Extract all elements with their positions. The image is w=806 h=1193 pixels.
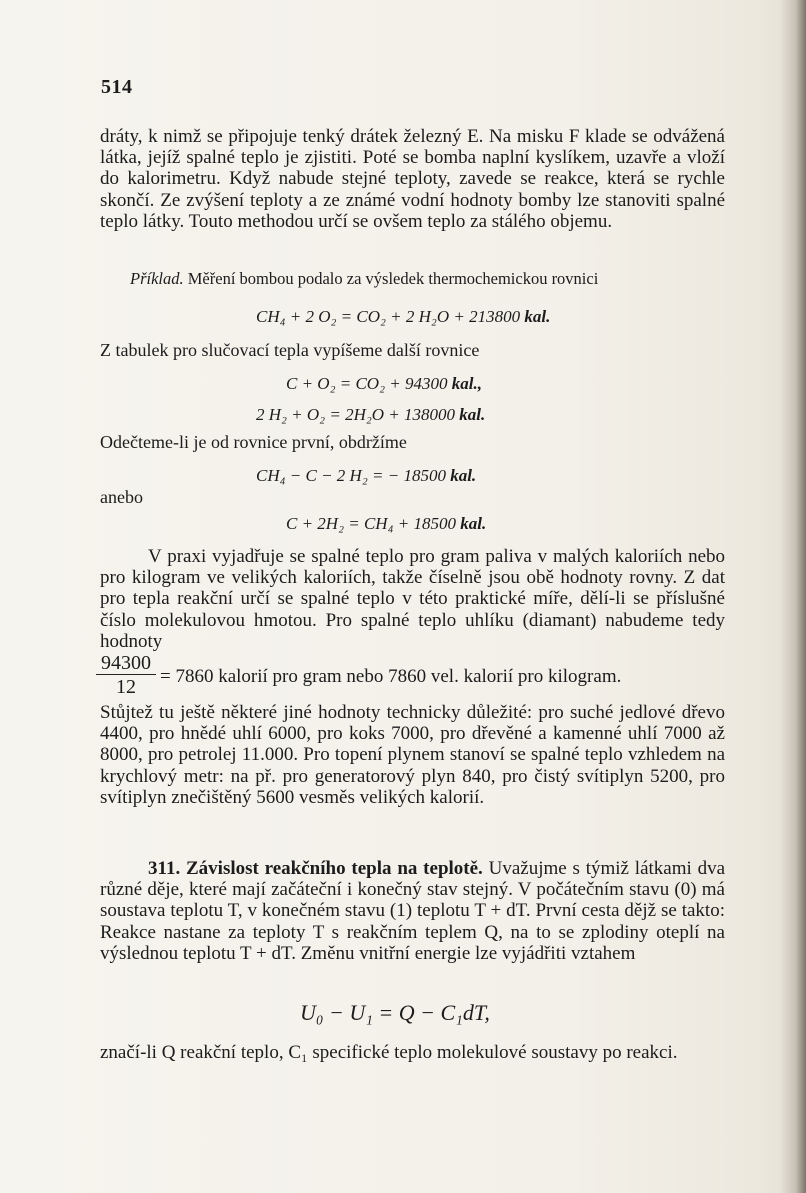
equation-methane-combustion: CH₄ + 2 O₂ = CO₂ + 2 H₂O + 213800 kal. <box>256 307 551 326</box>
fraction-numerator: 94300 <box>96 652 156 675</box>
paragraph-practical-heat: V praxi vyjadřuje se spalné teplo pro gram paliva v malých kaloriích nebo pro kilogram ve velikých kaloriích, takže číselně jsou obě hodnoty rovny. Z dat pro tepla reakční určí se spalné teplo v této praktické míře, dělí-li se příslušné číslo molekulovou hmotou. Pro spalné teplo uhlíku (diamant) nabudeme tedy hodnoty <box>100 546 725 652</box>
paragraph-reaction-heat-definition: značí-li Q reakční teplo, C₁ specifické teplo molekulové soustavy po reakci. <box>100 1042 678 1063</box>
or-text: anebo <box>100 487 143 507</box>
tables-text: Z tabulek pro slučovací tepla vypíšeme další rovnice <box>100 340 480 360</box>
subtract-text: Odečteme-li je od rovnice první, obdržíme <box>100 432 407 452</box>
example-label: Příklad. <box>130 269 184 288</box>
fraction-carbon-heat <box>96 652 156 699</box>
paragraph-bomb-description: dráty, k nimž se připojuje tenký drátek železný E. Na misku F klade se odvážená látka, jejíž spalné teplo je zjistiti. Poté se bomba naplní kyslíkem, uzavře a vloží do kalorimetru. Když nabude stejné teploty, zavede se reakce, která se rychle skončí. Ze zvýšení teploty a ze známé vodní hodnoty bomby lze stanoviti spalné teplo látky. Touto methodou určí se ovšem teplo za stálého objemu. <box>100 126 725 232</box>
equation-internal-energy: U₀ − U₁ = Q − C₁dT, <box>300 1000 490 1025</box>
section-body: Uvažujme s týmiž látkami dva různé děje, které mají začáteční i konečný stav stejný. V počátečním stavu (0) má soustava teplotu T, v konečném stavu (1) teplotu T + dT. První cesta dějž se takto: Reakce nastane za teploty T s reakčním teplem Q, na to se zplodiny oteplí na výslednou teplotu T + dT. Změnu vnitřní energie lze vyjádřiti vztahem <box>100 858 726 964</box>
page-edge-shadow <box>780 0 806 1193</box>
example-paragraph <box>100 270 725 288</box>
paragraph-section-311 <box>100 858 725 964</box>
section-heading: 311. Závislost reakčního tepla na teplotě. <box>148 858 483 879</box>
paragraph-technical-values: Stůjtež tu ještě některé jiné hodnoty technicky důležité: pro suché jedlové dřevo 4400, pro hnědé uhlí 6000, pro koks 7000, pro dřevěné a kamenné uhlí 7000 až 8000, pro petrolej 11.000. Pro topení plynem stanoví se spalné teplo vzhledem na krychlový metr: na př. pro generatorový plyn 840, pro čistý svítiplyn 5200, pro svítiplyn znečištěný 5600 vesměs velikých kalorií. <box>100 702 725 808</box>
equation-carbon-combustion: C + O₂ = CO₂ + 94300 kal., <box>286 374 482 393</box>
fraction-result-text: = 7860 kalorií pro gram nebo 7860 vel. kalorií pro kilogram. <box>160 666 622 687</box>
example-text: Měření bombou podalo za výsledek thermochemickou rovnici <box>187 269 599 288</box>
fraction-denominator: 12 <box>116 676 136 698</box>
equation-hydrogen-combustion: 2 H₂ + O₂ = 2H₂O + 138000 kal. <box>256 405 486 424</box>
equation-difference: CH₄ − C − 2 H₂ = − 18500 kal. <box>256 466 477 485</box>
equation-methane-formation: C + 2H₂ = CH₄ + 18500 kal. <box>286 514 487 533</box>
page-number: 514 <box>101 76 133 98</box>
